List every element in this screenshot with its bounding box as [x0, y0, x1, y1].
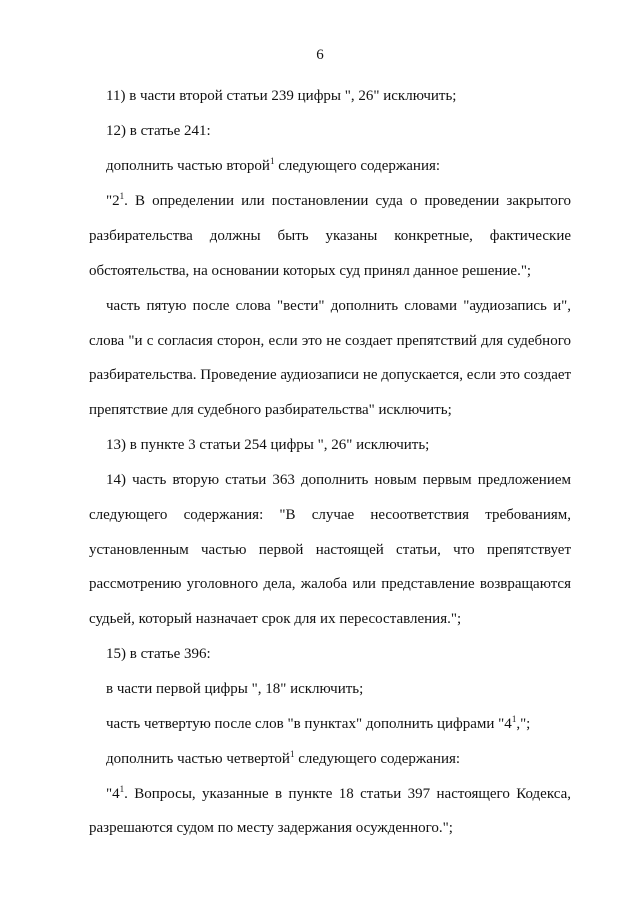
superscript: 1	[119, 191, 125, 201]
paragraph-line: "$2^1$. В определении или постановлении суда о проведении закрытого	[106, 191, 571, 209]
paragraph-line: следующего содержания: "В случае несоответствия требованиям,	[89, 507, 571, 523]
paragraph-line: разбирательства должны быть указаны конкретные, фактические	[89, 228, 571, 244]
paragraph-line: дополнить частью четвертой$^1$ следующего содержания:	[106, 749, 461, 767]
paragraph-line: судьей, который назначает срок для их пересоставления.";	[89, 611, 462, 627]
item-11-line: 11) в части второй статьи 239 цифры ", 26" исключить;	[106, 88, 457, 104]
paragraph-line: рассмотрению уголовного дела, жалоба или представление возвращаются	[89, 576, 571, 592]
paragraph-line: часть четвертую после слов "в пунктах" дополнить цифрами "$4^1$,";	[106, 714, 531, 732]
item-12-line: 12) в статье 241:	[106, 123, 211, 139]
superscript: 1	[289, 749, 295, 759]
page-number: 6	[316, 47, 324, 63]
item-14-line: 14) часть вторую статьи 363 дополнить новым первым предложением	[106, 472, 571, 488]
paragraph-line: в части первой цифры ", 18" исключить;	[106, 681, 364, 697]
paragraph-line: препятствие для судебного разбирательства" исключить;	[89, 402, 452, 418]
paragraph-line: обстоятельства, на основании которых суд принял данное решение.";	[89, 263, 532, 279]
superscript: 1	[119, 784, 125, 794]
item-13-line: 13) в пункте 3 статьи 254 цифры ", 26" исключить;	[106, 437, 430, 453]
add-part-two-line: дополнить частью второй$^1$ следующего содержания:	[106, 156, 441, 174]
paragraph-line: установленным частью первой настоящей статьи, что препятствует	[89, 542, 571, 558]
paragraph-line: слова "и с согласия сторон, если это не создает препятствий для судебного	[89, 333, 571, 349]
superscript: 1	[269, 156, 275, 166]
paragraph-line: часть пятую после слова "вести" дополнить словами "аудиозапись и",	[106, 298, 571, 314]
paragraph-line: разрешаются судом по месту задержания осужденного.";	[89, 820, 453, 836]
paragraph-line: "$4^1$. Вопросы, указанные в пункте 18 статьи 397 настоящего Кодекса,	[106, 784, 571, 802]
item-15-line: 15) в статье 396:	[106, 646, 211, 662]
superscript: 1	[511, 714, 517, 724]
paragraph-line: разбирательства. Проведение аудиозаписи не допускается, если это создает	[89, 367, 572, 383]
